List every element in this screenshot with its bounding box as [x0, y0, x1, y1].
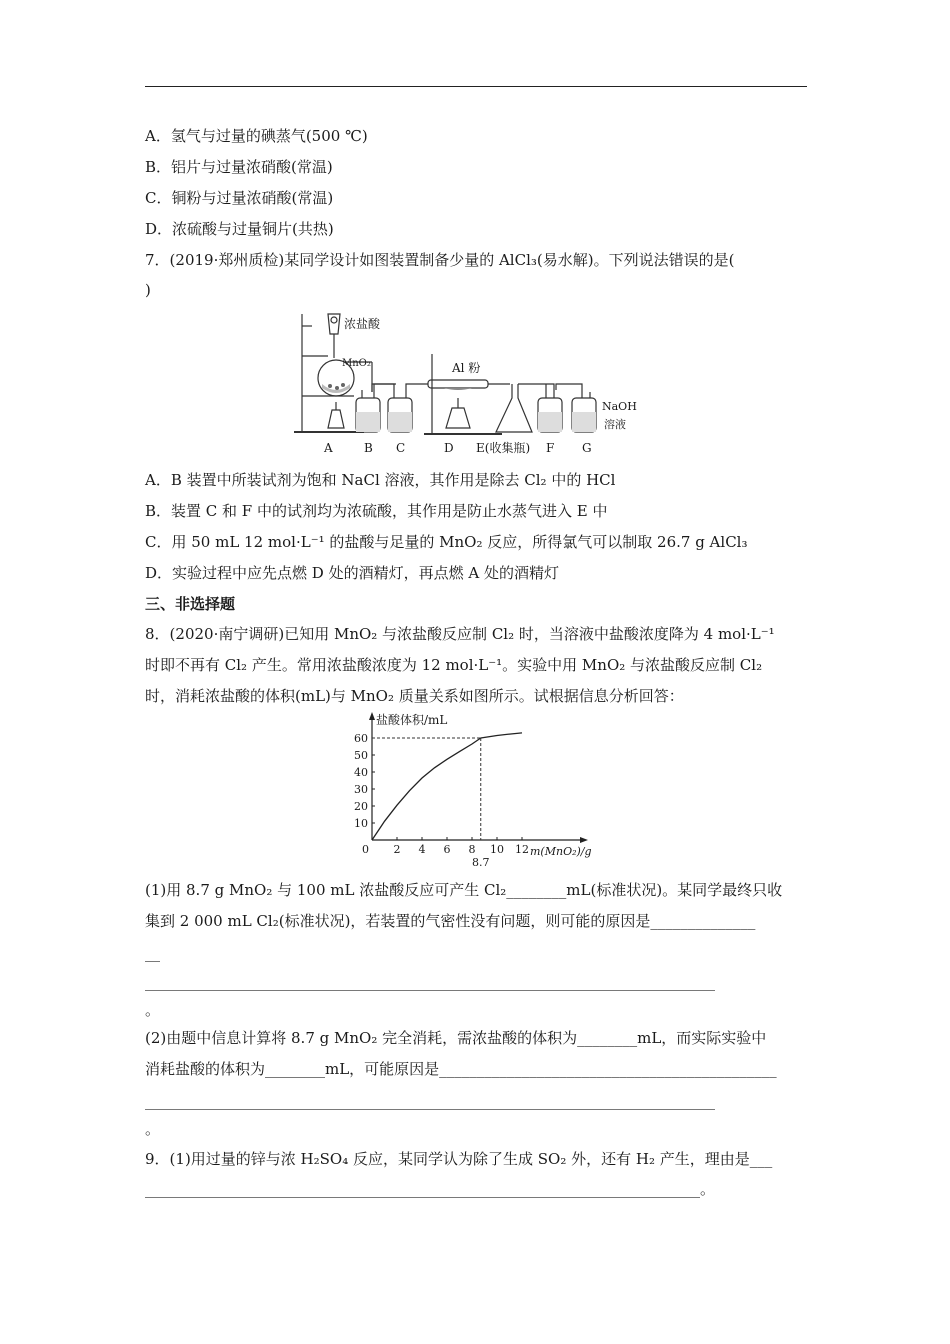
q8-part2-end: 。 — [145, 1120, 161, 1138]
header-rule — [145, 86, 807, 87]
q8-part1-line4: ____________________________________________________________________________ — [145, 973, 715, 991]
q7-option-a: A．B 装置中所装试剂为饱和 NaCl 溶液，其作用是除去 Cl₂ 中的 HCl — [145, 471, 616, 489]
q8-stem-line1: 8．(2020·南宁调研)已知用 MnO₂ 与浓盐酸反应制 Cl₂ 时，当溶液中盐酸浓度降为 4 mol·L⁻¹ — [145, 625, 775, 643]
y-axis-label: 盐酸体积/mL — [376, 713, 448, 727]
x-tick-label: 8 — [468, 843, 476, 856]
x-axis-arrow — [580, 837, 588, 843]
q9-line2: __________________________________________________________________________。 — [145, 1180, 716, 1198]
q7-option-d: D．实验过程中应先点燃 D 处的酒精灯，再点燃 A 处的酒精灯 — [145, 564, 559, 582]
y-tick-label: 50 — [354, 749, 368, 762]
q8-part1-line1: (1)用 8.7 g MnO₂ 与 100 mL 浓盐酸反应可产生 Cl₂________mL(标准状况)。某同学最终只收 — [145, 881, 783, 899]
x-tick-label: 12 — [515, 843, 529, 856]
bottle-c — [388, 390, 412, 432]
q8-part2-line2: 消耗盐酸的体积为________mL，可能原因是_____________________________________________ — [145, 1060, 777, 1078]
label-naoh: NaOH — [602, 400, 637, 413]
apparatus-letter-e: E(收集瓶) — [476, 441, 531, 455]
bottle-g — [572, 390, 596, 432]
bottle-b — [356, 390, 380, 432]
x-tick-label: 10 — [490, 843, 504, 856]
q8-part2-line1: (2)由题中信息计算将 8.7 g MnO₂ 完全消耗，需浓盐酸的体积为________mL，而实际实验中 — [145, 1029, 767, 1047]
x-axis-label: m(MnO₂)/g — [530, 845, 592, 858]
q8-part2-line3: ____________________________________________________________________________ — [145, 1092, 715, 1110]
q8-stem-line2: 时即不再有 Cl₂ 产生。常用浓盐酸浓度为 12 mol·L⁻¹。实验中用 MnO₂ 与浓盐酸反应制 Cl₂ — [145, 656, 763, 674]
section-title: 三、非选择题 — [145, 595, 236, 613]
q6-option-b: B．铝片与过量浓硝酸(常温) — [145, 158, 333, 176]
q8-stem-line3: 时，消耗浓盐酸的体积(mL)与 MnO₂ 质量关系如图所示。试根据信息分析回答： — [145, 687, 684, 705]
label-naoh-solution: 溶液 — [604, 418, 626, 431]
y-tick-label: 20 — [354, 800, 368, 813]
q8-part1-end: 。 — [145, 1001, 161, 1019]
y-tick-label: 30 — [354, 783, 368, 796]
apparatus-letter-g: G — [582, 441, 592, 455]
x-tick-label: 2 — [393, 843, 401, 856]
series-curve — [372, 733, 522, 840]
y-tick-label: 10 — [354, 817, 368, 830]
q7-stem-line1: 7．(2019·郑州质检)某同学设计如图装置制备少量的 AlCl₃(易水解)。下列说法错误的是( — [145, 251, 735, 269]
apparatus-letter-a: A — [324, 441, 333, 455]
q7-stem-line2: ) — [145, 281, 151, 299]
apparatus-letter-f: F — [546, 441, 555, 455]
apparatus-letter-d: D — [444, 441, 454, 455]
q7-option-b: B．装置 C 和 F 中的试剂均为浓硫酸，其作用是防止水蒸气进入 E 中 — [145, 502, 608, 520]
q8-part1-line2: 集到 2 000 mL Cl₂(标准状况)，若装置的气密性没有问题，则可能的原因是______________ — [145, 912, 756, 930]
q8-line-chart — [340, 710, 610, 870]
q6-option-d: D．浓硫酸与过量铜片(共热) — [145, 220, 334, 238]
y-axis-arrow — [369, 712, 375, 720]
q6-option-a: A．氢气与过量的碘蒸气(500 ℃) — [145, 127, 368, 145]
q7-apparatus-figure — [292, 306, 652, 458]
label-conc-hcl: 浓盐酸 — [344, 317, 381, 331]
origin-label: 0 — [362, 843, 369, 856]
q6-option-c: C．铜粉与过量浓硝酸(常温) — [145, 189, 334, 207]
annotation-x-label: 8.7 — [472, 856, 490, 869]
q9-line1: 9．(1)用过量的锌与浓 H₂SO₄ 反应，某同学认为除了生成 SO₂ 外，还有 H₂ 产生，理由是___ — [145, 1150, 773, 1168]
x-tick-label: 4 — [418, 843, 426, 856]
label-mno2: MnO₂ — [342, 358, 371, 369]
apparatus-letter-c: C — [396, 441, 406, 455]
q8-part1-line3: __ — [145, 944, 160, 962]
bottle-f — [538, 390, 562, 432]
q7-option-c: C．用 50 mL 12 mol·L⁻¹ 的盐酸与足量的 MnO₂ 反应，所得氯气可以制取 26.7 g AlCl₃ — [145, 533, 748, 551]
y-tick-label: 40 — [354, 766, 368, 779]
label-al-powder: Al 粉 — [452, 361, 481, 375]
apparatus-letter-b: B — [364, 441, 373, 455]
y-tick-label: 60 — [354, 732, 368, 745]
x-tick-label: 6 — [443, 843, 451, 856]
